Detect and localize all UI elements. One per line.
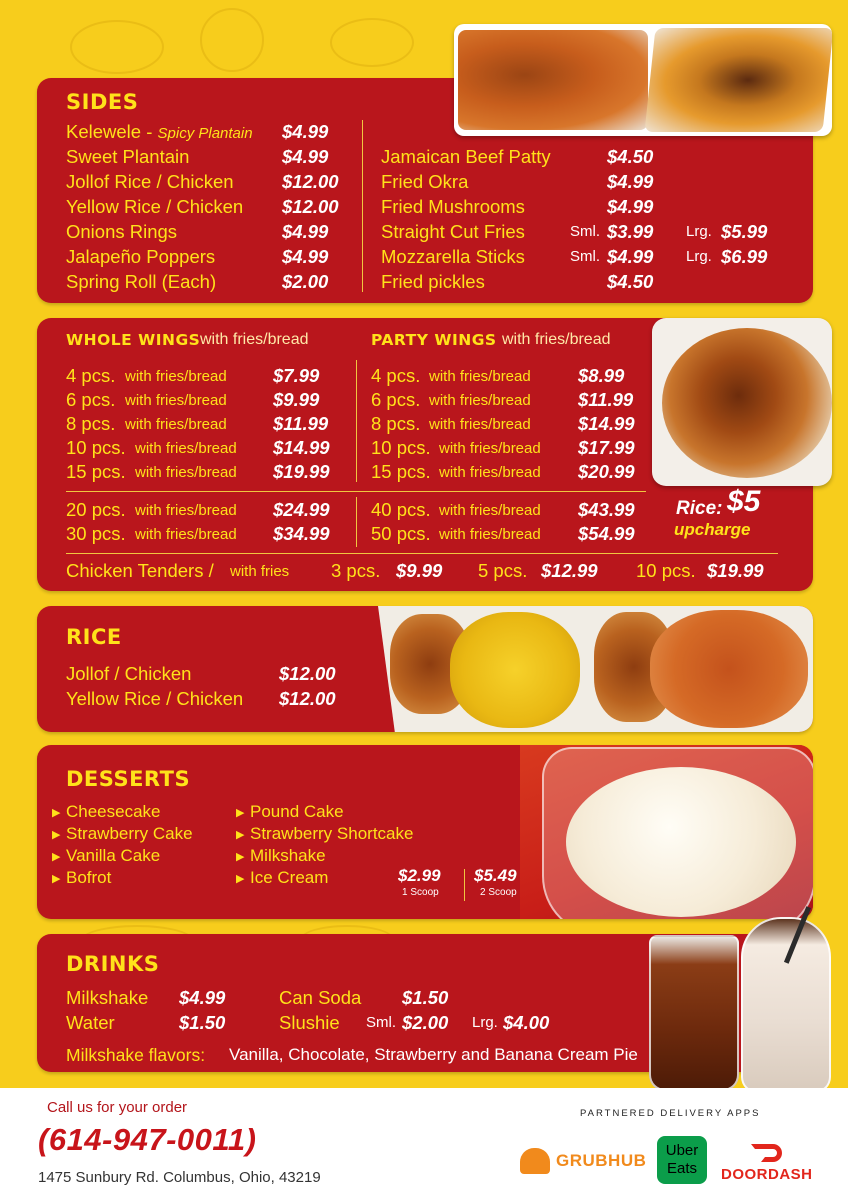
wing-qty: 20 pcs. <box>66 499 126 520</box>
tenders-note: with fries <box>230 563 290 580</box>
wing-price: $17.99 <box>578 437 635 458</box>
bullet-arrow-icon: ▶ <box>52 851 61 863</box>
ice-cream-photo <box>520 745 813 919</box>
wing-note: with fries/bread <box>135 502 237 519</box>
side-item-name: Fried pickles <box>381 271 485 292</box>
rice-item-price: $12.00 <box>279 688 336 709</box>
wing-note: with fries/bread <box>429 416 531 433</box>
side-item-name: Onions Rings <box>66 221 178 242</box>
rice-upcharge-price: $5 <box>727 485 761 518</box>
wing-note: with fries/bread <box>429 392 531 409</box>
whole-wings-heading: WHOLE WINGS <box>66 331 201 349</box>
side-item-name: Spring Roll (Each) <box>66 271 217 292</box>
yellow-rice-image <box>450 612 580 728</box>
size-large-label: Lrg. <box>686 248 712 265</box>
flavors-label: Milkshake flavors: <box>66 1045 206 1065</box>
wing-qty: 10 pcs. <box>66 437 126 458</box>
uber-eats-logo[interactable] <box>657 1136 707 1184</box>
ice-cream-price-one: $2.99 <box>398 866 441 885</box>
side-item-name: Jalapeño Poppers <box>66 246 216 267</box>
wing-qty: 15 pcs. <box>371 461 431 482</box>
jollof-plate-image <box>458 30 648 130</box>
side-item-note: Spicy Plantain <box>157 125 253 142</box>
wing-qty: 4 pcs. <box>371 365 421 386</box>
wing-price: $14.99 <box>578 413 635 434</box>
wing-note: with fries/bread <box>439 440 541 457</box>
wing-note: with fries/bread <box>439 464 541 481</box>
side-item-price: $4.50 <box>607 271 654 292</box>
drink-item-name: Slushie <box>279 1012 340 1033</box>
wing-qty: 30 pcs. <box>66 523 126 544</box>
drink-item-price: $1.50 <box>402 987 449 1008</box>
party-wings-subheading: with fries/bread <box>502 331 611 348</box>
partners-label: PARTNERED DELIVERY APPS <box>580 1108 761 1119</box>
bullet-arrow-icon: ▶ <box>52 807 61 819</box>
whole-wings-subheading: with fries/bread <box>200 331 309 348</box>
rice-item-name: Yellow Rice / Chicken <box>66 688 244 709</box>
size-small-label: Sml. <box>570 223 600 240</box>
rice-photo-yellow <box>378 606 588 732</box>
background-doodle <box>70 20 164 74</box>
wing-qty: 50 pcs. <box>371 523 431 544</box>
side-item-name: Fried Mushrooms <box>381 196 525 217</box>
dessert-item: Bofrot <box>66 868 112 887</box>
fried-wings-image <box>662 328 832 478</box>
side-item-large-price: $6.99 <box>721 246 768 267</box>
sides-food-photo <box>454 24 832 136</box>
side-item-price: $4.99 <box>607 171 654 192</box>
wing-price: $54.99 <box>578 523 635 544</box>
side-item-name: Sweet Plantain <box>66 146 190 167</box>
side-item-price: $4.50 <box>607 146 654 167</box>
side-item-price: $4.99 <box>282 221 329 242</box>
wing-qty: 40 pcs. <box>371 499 431 520</box>
size-small-label: Sml. <box>570 248 600 265</box>
side-item-name: Mozzarella Sticks <box>381 246 525 267</box>
wing-qty: 8 pcs. <box>66 413 116 434</box>
contact-footer <box>0 1088 848 1200</box>
drinks-heading: DRINKS <box>66 952 160 976</box>
wing-qty: 6 pcs. <box>66 389 116 410</box>
wings-divider-bottom <box>356 497 357 547</box>
bullet-arrow-icon: ▶ <box>236 829 245 841</box>
wing-note: with fries/bread <box>439 526 541 543</box>
dessert-item: Ice Cream <box>250 868 329 887</box>
milkshake-image <box>741 917 831 1093</box>
drink-item-price: $4.99 <box>179 987 226 1008</box>
dessert-item: Cheesecake <box>66 802 161 821</box>
side-item-price: $4.99 <box>607 246 654 267</box>
drink-item-name: Water <box>66 1012 115 1033</box>
call-prompt: Call us for your order <box>47 1099 188 1116</box>
sides-heading: SIDES <box>66 90 139 114</box>
wing-price: $34.99 <box>273 523 330 544</box>
wing-note: with fries/bread <box>125 392 227 409</box>
wing-note: with fries/bread <box>439 502 541 519</box>
tenders-label: Chicken Tenders / <box>66 560 214 581</box>
grubhub-bag-icon <box>520 1148 550 1174</box>
ice-cream-size-one: 1 Scoop <box>402 887 439 898</box>
size-large-label: Lrg. <box>686 223 712 240</box>
drink-item-name: Can Soda <box>279 987 362 1008</box>
side-item-label: Kelewele - <box>66 121 158 142</box>
tenders-price: $9.99 <box>396 560 443 581</box>
drink-item-price: $1.50 <box>179 1012 226 1033</box>
dessert-item: Vanilla Cake <box>66 846 161 865</box>
wings-horizontal-divider <box>66 491 646 492</box>
wing-qty: 8 pcs. <box>371 413 421 434</box>
background-doodle <box>200 8 264 72</box>
wing-note: with fries/bread <box>135 440 237 457</box>
tenders-qty: 10 pcs. <box>636 560 696 581</box>
rice-upcharge-note: upcharge <box>674 520 751 539</box>
wing-price: $19.99 <box>273 461 330 482</box>
dessert-item: Pound Cake <box>250 802 344 821</box>
side-item-name: Straight Cut Fries <box>381 221 525 242</box>
wing-price: $20.99 <box>578 461 635 482</box>
tenders-price: $19.99 <box>707 560 764 581</box>
side-item-price: $2.00 <box>282 271 329 292</box>
doordash-dash-icon <box>749 1140 789 1162</box>
grubhub-logo[interactable] <box>520 1144 648 1178</box>
tenders-price: $12.99 <box>541 560 598 581</box>
wing-note: with fries/bread <box>135 526 237 543</box>
wing-price: $43.99 <box>578 499 635 520</box>
doordash-wordmark: DOORDASH <box>721 1166 813 1183</box>
wing-price: $11.99 <box>273 413 329 434</box>
side-item-large-price: $5.99 <box>721 221 768 242</box>
side-item-price: $4.99 <box>282 146 329 167</box>
wing-price: $11.99 <box>578 389 634 410</box>
side-item-name: Fried Okra <box>381 171 469 192</box>
wing-note: with fries/bread <box>125 416 227 433</box>
uber-eats-line2: Eats <box>666 1160 697 1177</box>
rice-item-price: $12.00 <box>279 663 336 684</box>
rice-heading: RICE <box>66 625 122 649</box>
side-item-name: Jollof Rice / Chicken <box>66 171 234 192</box>
bullet-arrow-icon: ▶ <box>52 829 61 841</box>
sides-divider <box>362 120 363 292</box>
ice-cream-divider <box>464 869 465 901</box>
side-item-price: $3.99 <box>607 221 654 242</box>
wing-note: with fries/bread <box>429 368 531 385</box>
side-item-price: $4.99 <box>282 246 329 267</box>
desserts-heading: DESSERTS <box>66 767 191 791</box>
wings-photo <box>652 318 832 486</box>
wing-price: $14.99 <box>273 437 330 458</box>
side-item-name: Jamaican Beef Patty <box>381 146 551 167</box>
size-small-label: Sml. <box>366 1014 396 1031</box>
wings-divider-top <box>356 360 357 482</box>
side-item-price: $12.00 <box>282 196 339 217</box>
wing-qty: 6 pcs. <box>371 389 421 410</box>
drinks-photo <box>645 905 840 1095</box>
ice-cream-size-two: 2 Scoop <box>480 887 517 898</box>
side-item-price: $4.99 <box>607 196 654 217</box>
beef-patty-image <box>645 28 832 132</box>
side-item-price: $12.00 <box>282 171 339 192</box>
tenders-qty: 3 pcs. <box>331 560 381 581</box>
bullet-arrow-icon: ▶ <box>236 873 245 885</box>
wing-qty: 10 pcs. <box>371 437 431 458</box>
uber-eats-line1: Uber <box>665 1142 699 1159</box>
bullet-arrow-icon: ▶ <box>52 873 61 885</box>
rice-upcharge-label: Rice: <box>676 498 723 519</box>
doordash-logo[interactable] <box>715 1140 825 1184</box>
wing-qty: 15 pcs. <box>66 461 126 482</box>
wing-price: $7.99 <box>273 365 320 386</box>
party-wings-heading: PARTY WINGS <box>371 331 497 349</box>
side-item-name: Yellow Rice / Chicken <box>66 196 244 217</box>
wing-price: $8.99 <box>578 365 625 386</box>
jollof-rice-image <box>650 610 808 728</box>
drink-item-name: Milkshake <box>66 987 149 1008</box>
dessert-item: Strawberry Cake <box>66 824 193 843</box>
wing-note: with fries/bread <box>125 368 227 385</box>
drink-item-price: $2.00 <box>402 1012 449 1033</box>
tenders-divider <box>66 553 778 554</box>
flavors-list: Vanilla, Chocolate, Strawberry and Banana Cream Pie <box>229 1045 638 1064</box>
dessert-item: Milkshake <box>250 846 326 865</box>
wing-note: with fries/bread <box>135 464 237 481</box>
grubhub-wordmark: GRUBHUB <box>556 1151 647 1170</box>
phone-number-link[interactable]: (614-947-0011) <box>38 1122 257 1157</box>
vanilla-ice-cream-image <box>566 767 796 917</box>
size-large-label: Lrg. <box>472 1014 498 1031</box>
background-doodle <box>330 18 414 67</box>
side-item-price: $4.99 <box>282 121 329 142</box>
iced-soda-image <box>649 935 739 1091</box>
tenders-qty: 5 pcs. <box>478 560 528 581</box>
bullet-arrow-icon: ▶ <box>236 851 245 863</box>
ice-cream-price-two: $5.49 <box>474 866 517 885</box>
drink-item-large-price: $4.00 <box>503 1012 550 1033</box>
address-text: 1475 Sunbury Rd. Columbus, Ohio, 43219 <box>38 1169 321 1186</box>
dessert-item: Strawberry Shortcake <box>250 824 414 843</box>
wing-qty: 4 pcs. <box>66 365 116 386</box>
rice-photo-jollof <box>588 606 813 732</box>
wing-price: $24.99 <box>273 499 330 520</box>
rice-item-name: Jollof / Chicken <box>66 663 192 684</box>
wing-price: $9.99 <box>273 389 320 410</box>
bullet-arrow-icon: ▶ <box>236 807 245 819</box>
side-item-name <box>66 121 253 143</box>
